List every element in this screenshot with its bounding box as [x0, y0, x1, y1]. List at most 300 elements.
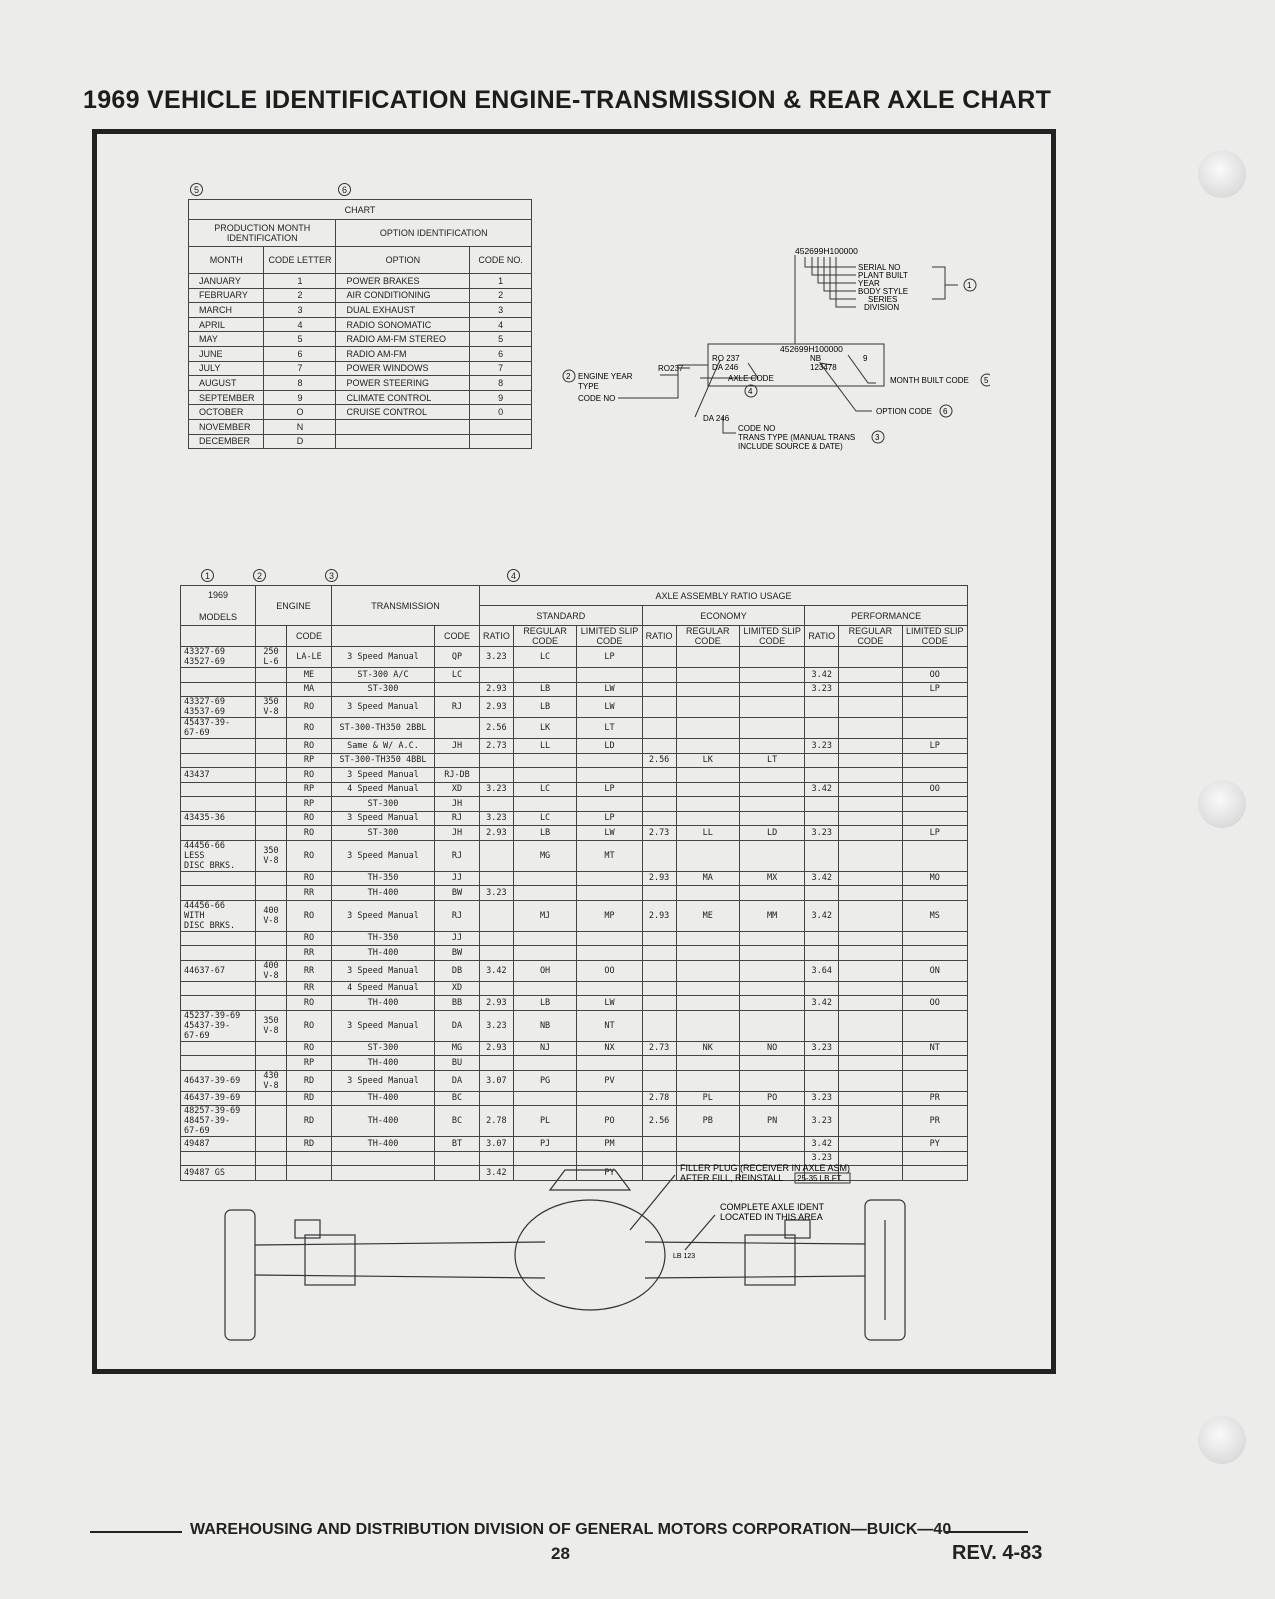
std-regular-cell: LB — [513, 826, 576, 841]
month-cell: AUGUST — [189, 376, 264, 391]
eco-regular-cell: PB — [676, 1106, 739, 1137]
engine-code-cell: RR — [287, 886, 332, 901]
month-cell: NOVEMBER — [189, 419, 264, 434]
perf-limited-cell — [902, 797, 967, 812]
trans-code-cell: JJ — [435, 931, 480, 946]
eco-limited-cell: PO — [739, 1091, 804, 1106]
eco-ratio-cell — [642, 1056, 676, 1071]
filler-plug-label: FILLER PLUG (RECEIVER IN AXLE ASM) — [680, 1163, 851, 1173]
eco-ratio-cell: 2.93 — [642, 900, 676, 931]
perf-limited-cell — [902, 753, 967, 768]
eco-ratio-cell — [642, 931, 676, 946]
trans-code-cell: XD — [435, 782, 480, 797]
transmission-cell: 3 Speed Manual — [332, 647, 435, 668]
std-ratio-cell — [480, 981, 514, 996]
option-cell: RADIO AM-FM — [336, 346, 470, 361]
plate-9: 9 — [863, 354, 868, 363]
code-letter-cell: 4 — [264, 317, 336, 332]
axle-ident-label: COMPLETE AXLE IDENT — [720, 1202, 825, 1212]
eco-limited-cell — [739, 931, 804, 946]
std-limited-cell — [577, 668, 642, 683]
transmission-cell: TH-400 — [332, 996, 435, 1011]
marker-3-diagram: 3 — [875, 433, 880, 442]
engine-code-cell: RO — [287, 739, 332, 754]
sub-eco-regular: REGULAR CODE — [676, 626, 739, 647]
plate-da: DA 246 — [712, 363, 739, 372]
transmission-cell: ST-300 A/C — [332, 668, 435, 683]
eco-regular-cell — [676, 1070, 739, 1091]
transmission-cell: TH-400 — [332, 1056, 435, 1071]
eco-limited-cell: PN — [739, 1106, 804, 1137]
eco-ratio-cell — [642, 840, 676, 871]
std-ratio-cell — [480, 931, 514, 946]
da-tag: DA 246 — [703, 414, 730, 423]
std-regular-cell: LC — [513, 811, 576, 826]
transmission-cell: 3 Speed Manual — [332, 768, 435, 783]
std-regular-cell: PJ — [513, 1137, 576, 1152]
axle-row — [181, 981, 968, 996]
marker-4-table: 4 — [507, 569, 520, 582]
production-option-chart — [188, 199, 532, 449]
std-limited-cell: LW — [577, 996, 642, 1011]
code-no-cell: 3 — [470, 303, 532, 318]
engine-code-cell: ME — [287, 668, 332, 683]
col-axle-usage: AXLE ASSEMBLY RATIO USAGE — [480, 586, 968, 606]
engine-size-cell — [256, 1091, 287, 1106]
engine-size-cell: 350 V-8 — [256, 697, 287, 718]
engine-size-cell: 400 V-8 — [256, 900, 287, 931]
eco-limited-cell — [739, 647, 804, 668]
col-engine: ENGINE — [256, 586, 332, 626]
axle-row — [181, 1010, 968, 1041]
axle-row — [181, 718, 968, 739]
engine-size-cell — [256, 1137, 287, 1152]
eco-regular-cell — [676, 697, 739, 718]
std-limited-cell: PM — [577, 1137, 642, 1152]
vin-label-division: DIVISION — [864, 303, 900, 312]
perf-regular-cell — [839, 782, 902, 797]
month-cell: FEBRUARY — [189, 288, 264, 303]
eco-limited-cell — [739, 739, 804, 754]
trans-code-cell: RJ-DB — [435, 768, 480, 783]
month-cell: JANUARY — [189, 274, 264, 289]
model-cell — [181, 682, 256, 697]
chart-row — [189, 317, 532, 332]
std-limited-cell: PO — [577, 1106, 642, 1137]
std-regular-cell: LL — [513, 739, 576, 754]
option-cell: POWER WINDOWS — [336, 361, 470, 376]
std-limited-cell: LP — [577, 811, 642, 826]
perf-ratio-cell: 3.42 — [805, 1137, 839, 1152]
eco-ratio-cell — [642, 768, 676, 783]
transmission-cell: TH-350 — [332, 931, 435, 946]
code-no-cell: 2 — [470, 288, 532, 303]
perf-regular-cell — [839, 886, 902, 901]
chart-row — [189, 419, 532, 434]
engine-code-cell: RD — [287, 1106, 332, 1137]
option-code-label: OPTION CODE — [876, 407, 933, 416]
sub-blank — [181, 626, 256, 647]
eco-ratio-cell: 2.73 — [642, 1041, 676, 1056]
perf-ratio-cell — [805, 981, 839, 996]
axle-row — [181, 1070, 968, 1091]
model-cell — [181, 797, 256, 812]
col-code-letter: CODE LETTER — [264, 247, 336, 274]
eco-regular-cell — [676, 1010, 739, 1041]
perf-limited-cell — [902, 1056, 967, 1071]
std-ratio-cell: 2.56 — [480, 718, 514, 739]
models-label: MODELS — [198, 611, 237, 622]
eco-ratio-cell — [642, 668, 676, 683]
option-cell: CRUISE CONTROL — [336, 405, 470, 420]
eco-regular-cell: MA — [676, 871, 739, 886]
transmission-cell: 3 Speed Manual — [332, 697, 435, 718]
perf-regular-cell — [839, 960, 902, 981]
engine-size-cell — [256, 782, 287, 797]
engine-code-cell: RP — [287, 782, 332, 797]
perf-regular-cell — [839, 718, 902, 739]
model-cell — [181, 946, 256, 961]
group-production-month: PRODUCTION MONTH IDENTIFICATION — [189, 220, 336, 247]
engine-size-cell — [256, 753, 287, 768]
perf-regular-cell — [839, 811, 902, 826]
eco-regular-cell — [676, 886, 739, 901]
model-cell: 45237-39-69 45437-39- 67-69 — [181, 1010, 256, 1041]
eco-ratio-cell — [642, 1010, 676, 1041]
eco-limited-cell — [739, 1010, 804, 1041]
perf-limited-cell — [902, 768, 967, 783]
perf-limited-cell: LP — [902, 739, 967, 754]
sub-trans-blank — [332, 626, 435, 647]
trans-code-cell: DA — [435, 1010, 480, 1041]
perf-limited-cell — [902, 981, 967, 996]
std-limited-cell: LW — [577, 697, 642, 718]
engine-code-cell: MA — [287, 682, 332, 697]
std-limited-cell — [577, 946, 642, 961]
sub-perf-regular: REGULAR CODE — [839, 626, 902, 647]
perf-ratio-cell: 3.23 — [805, 1041, 839, 1056]
eco-regular-cell — [676, 931, 739, 946]
engine-code-cell: RO — [287, 871, 332, 886]
axle-row — [181, 811, 968, 826]
eco-limited-cell — [739, 1137, 804, 1152]
engine-code-cell: RO — [287, 1041, 332, 1056]
perf-regular-cell — [839, 697, 902, 718]
perf-limited-cell: PR — [902, 1106, 967, 1137]
engine-size-cell — [256, 797, 287, 812]
axle-row — [181, 996, 968, 1011]
std-ratio-cell: 2.93 — [480, 996, 514, 1011]
perf-ratio-cell: 3.42 — [805, 871, 839, 886]
eco-ratio-cell — [642, 718, 676, 739]
engine-code-cell: RO — [287, 840, 332, 871]
engine-code-cell: RD — [287, 1070, 332, 1091]
perf-limited-cell — [902, 931, 967, 946]
sub-perf-limited: LIMITED SLIP CODE — [902, 626, 967, 647]
perf-limited-cell — [902, 886, 967, 901]
perf-limited-cell — [902, 647, 967, 668]
eco-limited-cell — [739, 996, 804, 1011]
month-cell: JUNE — [189, 346, 264, 361]
perf-regular-cell — [839, 826, 902, 841]
axle-row — [181, 739, 968, 754]
perf-regular-cell — [839, 1106, 902, 1137]
perf-ratio-cell — [805, 1056, 839, 1071]
trans-label-1: CODE NO — [738, 424, 776, 433]
eco-limited-cell — [739, 886, 804, 901]
perf-regular-cell — [839, 668, 902, 683]
std-ratio-cell — [480, 900, 514, 931]
axle-row — [181, 1091, 968, 1106]
trans-code-cell: RJ — [435, 900, 480, 931]
engine-code-cell: RR — [287, 960, 332, 981]
transmission-cell: ST-300 — [332, 797, 435, 812]
model-cell — [181, 826, 256, 841]
group-standard: STANDARD — [480, 606, 643, 626]
code-no-cell: 6 — [470, 346, 532, 361]
perf-limited-cell — [902, 697, 967, 718]
std-ratio-cell: 3.23 — [480, 811, 514, 826]
chart-row — [189, 332, 532, 347]
perf-ratio-cell — [805, 1010, 839, 1041]
axle-row — [181, 782, 968, 797]
eco-ratio-cell — [642, 797, 676, 812]
axle-row — [181, 960, 968, 981]
std-regular-cell: LB — [513, 697, 576, 718]
option-cell — [336, 419, 470, 434]
trans-code-cell: RJ — [435, 697, 480, 718]
std-ratio-cell — [480, 1056, 514, 1071]
sub-engine-blank — [256, 626, 287, 647]
eco-regular-cell — [676, 768, 739, 783]
perf-regular-cell — [839, 931, 902, 946]
code-letter-cell: 1 — [264, 274, 336, 289]
perf-regular-cell — [839, 996, 902, 1011]
std-ratio-cell: 2.78 — [480, 1106, 514, 1137]
trans-code-cell: MG — [435, 1041, 480, 1056]
eco-limited-cell — [739, 960, 804, 981]
code-no-cell: 9 — [470, 390, 532, 405]
engine-code-cell: RO — [287, 1010, 332, 1041]
perf-ratio-cell: 3.23 — [805, 1106, 839, 1137]
engine-size-cell — [256, 1056, 287, 1071]
code-no-cell: 4 — [470, 317, 532, 332]
col-models — [181, 586, 256, 626]
std-ratio-cell: 2.73 — [480, 739, 514, 754]
perf-limited-cell — [902, 1010, 967, 1041]
perf-limited-cell: LP — [902, 682, 967, 697]
punch-hole-top — [1198, 150, 1246, 198]
perf-ratio-cell — [805, 840, 839, 871]
axle-stamp: LB 123 — [673, 1253, 696, 1260]
perf-limited-cell: MO — [902, 871, 967, 886]
engine-size-cell — [256, 981, 287, 996]
punch-hole-middle — [1198, 780, 1246, 828]
axle-row — [181, 668, 968, 683]
trans-code-cell: JH — [435, 826, 480, 841]
trans-code-cell: BT — [435, 1137, 480, 1152]
eco-regular-cell — [676, 960, 739, 981]
std-limited-cell: PV — [577, 1070, 642, 1091]
trans-code-cell: LC — [435, 668, 480, 683]
axle-ident-location: LOCATED IN THIS AREA — [720, 1212, 823, 1222]
marker-4: 4 — [748, 387, 753, 396]
engine-code-cell: RP — [287, 797, 332, 812]
perf-limited-cell: OO — [902, 668, 967, 683]
model-cell — [181, 1056, 256, 1071]
engine-size-cell: 430 V-8 — [256, 1070, 287, 1091]
engine-code-cell: RO — [287, 826, 332, 841]
axle-row — [181, 931, 968, 946]
perf-ratio-cell: 3.23 — [805, 739, 839, 754]
eco-limited-cell — [739, 668, 804, 683]
code-no-cell: 1 — [470, 274, 532, 289]
col-code-no: CODE NO. — [470, 247, 532, 274]
engine-size-cell — [256, 931, 287, 946]
group-performance: PERFORMANCE — [805, 606, 968, 626]
page-number: 28 — [551, 1544, 570, 1563]
option-cell: RADIO AM-FM STEREO — [336, 332, 470, 347]
code-letter-cell: 7 — [264, 361, 336, 376]
sub-std-ratio: RATIO — [480, 626, 514, 647]
model-cell: 49487 — [181, 1137, 256, 1152]
eco-limited-cell — [739, 768, 804, 783]
perf-ratio-cell: 3.64 — [805, 960, 839, 981]
perf-ratio-cell — [805, 647, 839, 668]
std-ratio-cell: 3.07 — [480, 1070, 514, 1091]
std-ratio-cell — [480, 1091, 514, 1106]
chart-row — [189, 390, 532, 405]
std-regular-cell — [513, 753, 576, 768]
eco-regular-cell — [676, 1056, 739, 1071]
perf-limited-cell: NT — [902, 1041, 967, 1056]
code-no-cell — [470, 434, 532, 449]
code-no-cell: 8 — [470, 376, 532, 391]
chart-row — [189, 376, 532, 391]
std-regular-cell: MG — [513, 840, 576, 871]
eco-ratio-cell — [642, 739, 676, 754]
model-cell: 43437 — [181, 768, 256, 783]
code-letter-cell: D — [264, 434, 336, 449]
std-limited-cell — [577, 1091, 642, 1106]
plate-num: 123478 — [810, 363, 837, 372]
plate-nb: NB — [810, 354, 822, 363]
col-month: MONTH — [189, 247, 264, 274]
engine-code-cell: RR — [287, 981, 332, 996]
eco-ratio-cell — [642, 946, 676, 961]
model-cell: 45437-39- 67-69 — [181, 718, 256, 739]
perf-ratio-cell — [805, 946, 839, 961]
engine-size-cell: 400 V-8 — [256, 960, 287, 981]
eco-regular-cell: LL — [676, 826, 739, 841]
model-cell — [181, 931, 256, 946]
engine-size-cell — [256, 946, 287, 961]
perf-limited-cell — [902, 811, 967, 826]
model-cell: 48257-39-69 48457-39- 67-69 — [181, 1106, 256, 1137]
perf-regular-cell — [839, 1091, 902, 1106]
chart-row — [189, 405, 532, 420]
col-transmission: TRANSMISSION — [332, 586, 480, 626]
perf-ratio-cell: 3.23 — [805, 1091, 839, 1106]
perf-regular-cell — [839, 981, 902, 996]
code-letter-cell: N — [264, 419, 336, 434]
perf-limited-cell: PR — [902, 1091, 967, 1106]
transmission-cell: 3 Speed Manual — [332, 811, 435, 826]
std-regular-cell — [513, 871, 576, 886]
engine-code-cell: RD — [287, 1091, 332, 1106]
eco-regular-cell — [676, 647, 739, 668]
std-regular-cell — [513, 981, 576, 996]
eco-ratio-cell — [642, 811, 676, 826]
eco-limited-cell — [739, 718, 804, 739]
perf-regular-cell — [839, 1056, 902, 1071]
model-cell: 44456-66 WITH DISC BRKS. — [181, 900, 256, 931]
perf-ratio-cell: 3.42 — [805, 900, 839, 931]
std-limited-cell — [577, 797, 642, 812]
month-cell: DECEMBER — [189, 434, 264, 449]
eco-limited-cell: NO — [739, 1041, 804, 1056]
rear-axle-drawing — [205, 1160, 965, 1360]
std-ratio-cell: 3.23 — [480, 647, 514, 668]
std-limited-cell — [577, 753, 642, 768]
axle-row — [181, 840, 968, 871]
filler-plug-instruction: AFTER FILL, REINSTALL — [680, 1173, 784, 1183]
trans-code-cell: RJ — [435, 840, 480, 871]
engine-size-cell — [256, 718, 287, 739]
trans-code-cell: XD — [435, 981, 480, 996]
perf-limited-cell: MS — [902, 900, 967, 931]
footer-text: WAREHOUSING AND DISTRIBUTION DIVISION OF GENERAL MOTORS CORPORATION—BUICK—40 — [190, 1521, 952, 1538]
std-regular-cell — [513, 931, 576, 946]
perf-regular-cell — [839, 647, 902, 668]
eco-ratio-cell: 2.56 — [642, 753, 676, 768]
eco-limited-cell: LT — [739, 753, 804, 768]
month-cell: APRIL — [189, 317, 264, 332]
engine-size-cell — [256, 668, 287, 683]
month-built-label: MONTH BUILT CODE — [890, 376, 969, 385]
std-ratio-cell: 2.93 — [480, 682, 514, 697]
option-cell: RADIO SONOMATIC — [336, 317, 470, 332]
sub-eco-ratio: RATIO — [642, 626, 676, 647]
eco-limited-cell — [739, 697, 804, 718]
code-letter-cell: 5 — [264, 332, 336, 347]
axle-row — [181, 886, 968, 901]
std-limited-cell: LP — [577, 782, 642, 797]
chart-row — [189, 434, 532, 449]
transmission-cell: 3 Speed Manual — [332, 960, 435, 981]
group-economy: ECONOMY — [642, 606, 805, 626]
eco-ratio-cell — [642, 697, 676, 718]
std-regular-cell — [513, 668, 576, 683]
engine-size-cell — [256, 886, 287, 901]
std-ratio-cell — [480, 840, 514, 871]
transmission-cell: TH-400 — [332, 1106, 435, 1137]
perf-limited-cell: OO — [902, 996, 967, 1011]
model-cell: 46437-39-69 — [181, 1091, 256, 1106]
eco-ratio-cell — [642, 647, 676, 668]
model-cell — [181, 668, 256, 683]
std-limited-cell: LW — [577, 826, 642, 841]
trans-code-cell: BW — [435, 946, 480, 961]
eco-regular-cell — [676, 811, 739, 826]
eco-regular-cell: LK — [676, 753, 739, 768]
month-cell: SEPTEMBER — [189, 390, 264, 405]
perf-ratio-cell — [805, 886, 839, 901]
vin-label-plant: PLANT BUILT — [858, 271, 908, 280]
eco-regular-cell: ME — [676, 900, 739, 931]
std-limited-cell: PY — [577, 1166, 642, 1181]
month-cell: JULY — [189, 361, 264, 376]
